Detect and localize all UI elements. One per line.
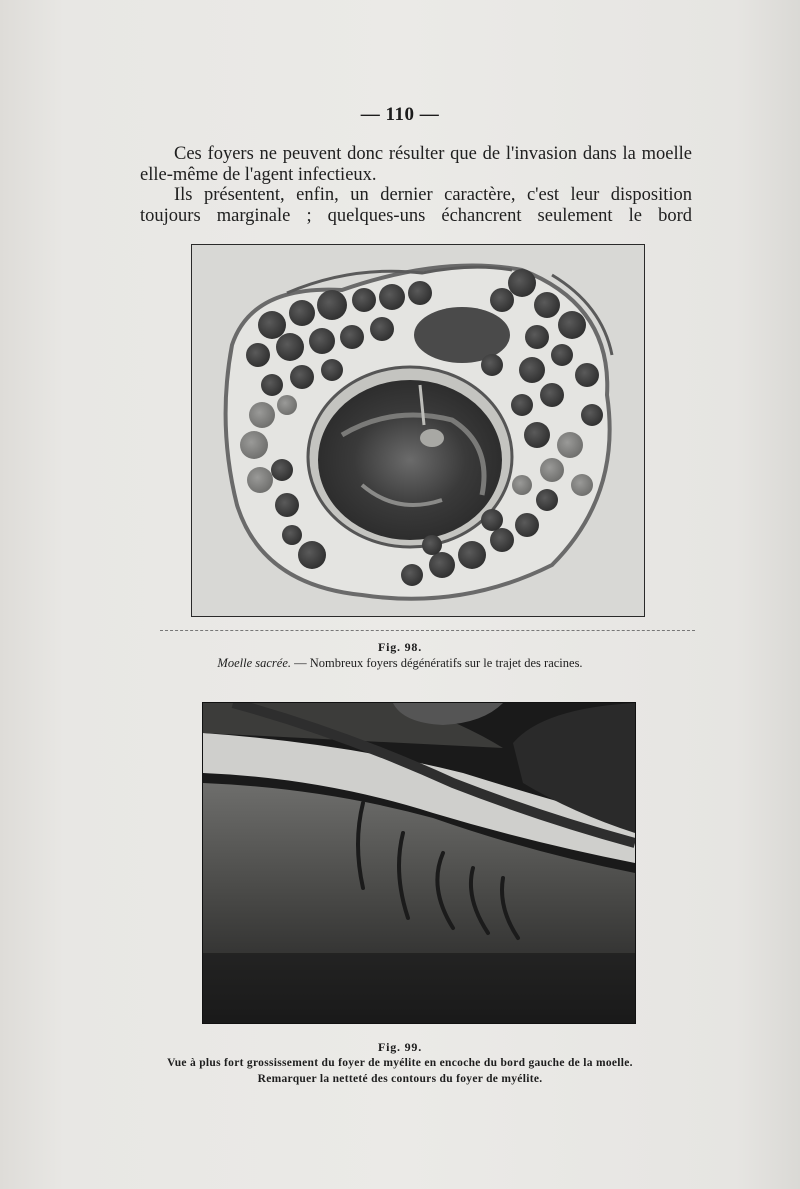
figure-99-image [202, 702, 636, 1024]
figure-98-label: Fig. 98. [377, 640, 423, 654]
figure-99-caption-line-2: Remarquer la netteté des contours du foyer de myélite. [257, 1073, 543, 1085]
figure-98-caption [0, 656, 800, 671]
figure-99-label: Fig. 99. [377, 1040, 423, 1054]
figure-divider-rule [160, 630, 695, 633]
figure-98-caption-text: — Nombreux foyers dégénératifs sur le trajet des racines. [291, 656, 583, 670]
figure-98-caption-italic: Moelle sacrée. [217, 656, 291, 670]
figure-99-caption-line-1: Vue à plus fort grossissement du foyer de myélite en encoche du bord gauche de la moelle. [167, 1057, 633, 1069]
paragraph-1: Ces foyers ne peuvent donc résulter que de l'invasion dans la moelle elle-même de l'agent infectieux. [140, 144, 692, 185]
page-number: — 110 — [360, 104, 440, 125]
figure-98-image [191, 244, 645, 617]
paragraph-2: Ils présentent, enfin, un dernier caractère, c'est leur disposition toujours marginale ; quelques-uns échancrent seulement le bord [140, 185, 692, 226]
body-text [140, 144, 692, 226]
